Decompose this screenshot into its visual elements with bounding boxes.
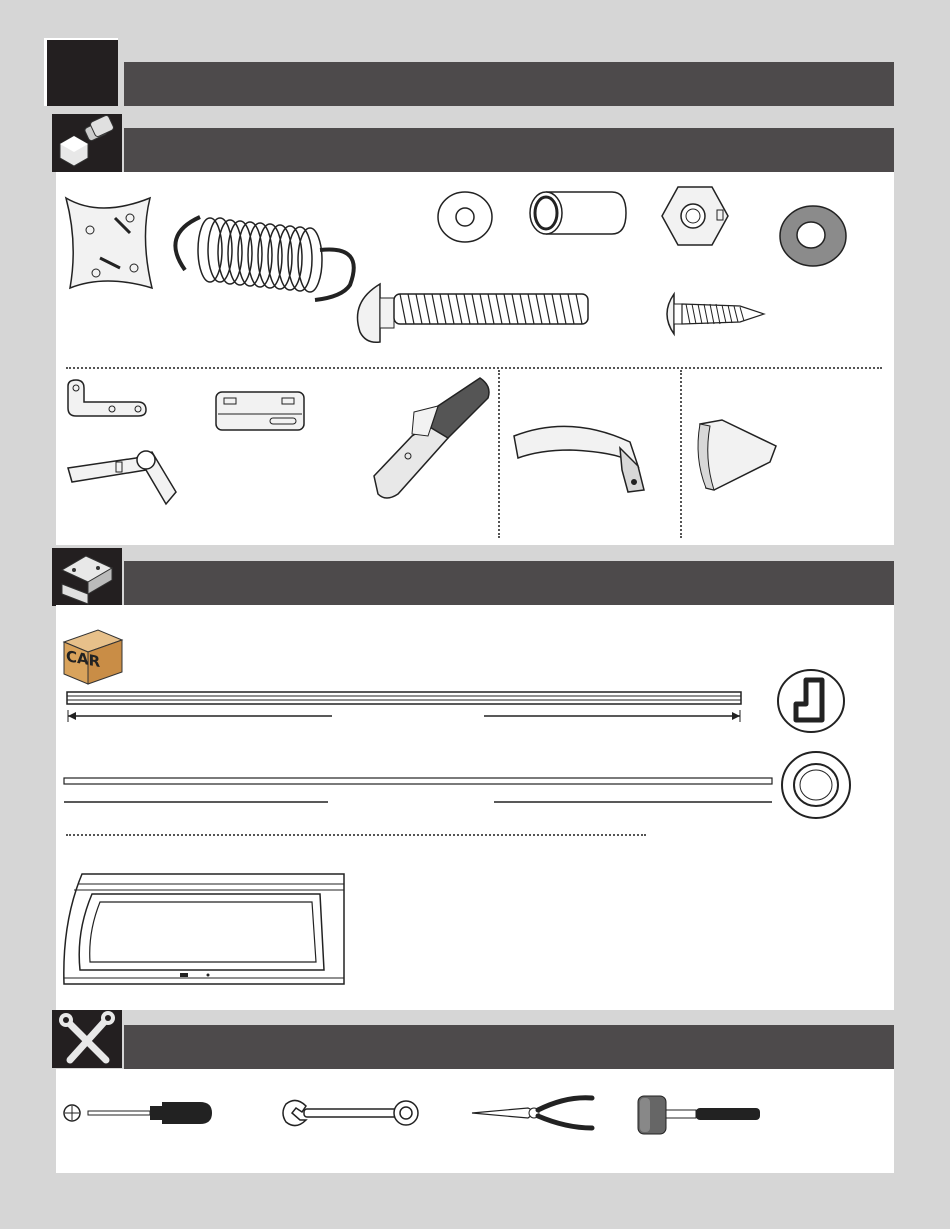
needle-nose-pliers-icon (470, 1094, 596, 1132)
spacer-sleeve (528, 190, 628, 236)
carton-label: CAR (66, 646, 101, 672)
hardware-vertical-divider-1 (498, 370, 500, 538)
spring-anchor-bracket (60, 188, 160, 298)
tools-section-bar (124, 1025, 894, 1069)
flat-washer (436, 190, 494, 244)
parts-divider (66, 834, 646, 836)
wrench-icon (282, 1098, 420, 1128)
curved-track-guide (510, 420, 650, 496)
latch-handle (368, 376, 494, 504)
header-title-bar (124, 62, 894, 106)
l-link-plate (66, 378, 148, 418)
hardware-vertical-divider-2 (680, 370, 682, 538)
pan-head-screw (660, 292, 766, 336)
rubber-mallet-icon (636, 1094, 764, 1136)
track-rail (66, 690, 744, 726)
hardware-divider (66, 367, 882, 369)
hex-lock-nut (660, 184, 730, 248)
bracket-icon (52, 548, 122, 606)
carton-box-icon (62, 628, 124, 686)
step-number-box (44, 38, 118, 106)
handle-lever-arm (66, 440, 184, 508)
rubber-washer (778, 204, 848, 268)
hardware-section-bar (124, 128, 894, 172)
carriage-bolt (350, 282, 595, 346)
wrench-screwdriver-icon (52, 1010, 122, 1068)
shaft-rod (62, 774, 774, 808)
extension-spring (160, 205, 365, 305)
shaft-profile-callout (780, 750, 852, 820)
bumper-bracket (692, 418, 780, 492)
phillips-screwdriver-icon (62, 1096, 214, 1130)
nut-bolt-icon (52, 114, 122, 172)
latch-bracket-plate (214, 390, 306, 432)
track-profile-callout (776, 668, 846, 734)
parts-section-bar (124, 561, 894, 605)
door-panel (62, 872, 346, 988)
